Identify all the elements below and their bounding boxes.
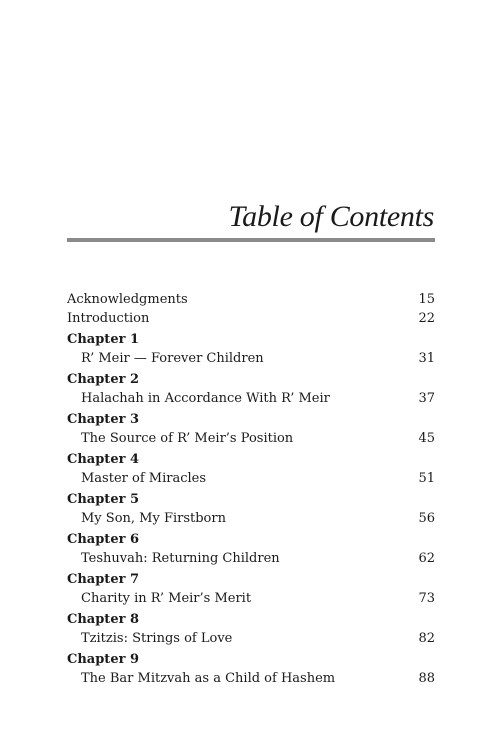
chapter-title: Charity in R’ Meir’s Merit [81, 591, 252, 606]
chapter-label: Chapter 2 [67, 372, 140, 387]
toc-entry-introduction[interactable] [67, 309, 435, 328]
toc-page-number: 15 [418, 292, 435, 307]
chapter-row [67, 629, 435, 648]
chapter-title: Teshuvah: Returning Children [81, 551, 280, 566]
chapter-row [67, 669, 435, 688]
chapter-5-entry[interactable] [67, 490, 435, 528]
chapter-title: R’ Meir — Forever Children [81, 351, 264, 366]
toc-page-number: 22 [418, 311, 435, 326]
chapter-label: Chapter 3 [67, 412, 140, 427]
chapter-row [67, 389, 435, 408]
chapter-title: The Source of R’ Meir’s Position [81, 431, 294, 446]
chapter-label: Chapter 5 [67, 492, 140, 507]
chapter-row [67, 469, 435, 488]
chapter-label: Chapter 9 [67, 652, 140, 667]
chapter-row [67, 429, 435, 448]
chapter-9-entry[interactable] [67, 650, 435, 688]
toc-page-number: 62 [418, 551, 435, 566]
toc-page-number: 37 [418, 391, 435, 406]
chapter-6-entry[interactable] [67, 530, 435, 568]
chapter-1-entry[interactable] [67, 330, 435, 368]
chapter-label: Chapter 8 [67, 612, 140, 627]
toc-page-number: 82 [418, 631, 435, 646]
chapter-row [67, 589, 435, 608]
chapter-3-entry[interactable] [67, 410, 435, 448]
page-title: Table of Contents [228, 200, 434, 233]
chapter-label: Chapter 4 [67, 452, 140, 467]
chapter-title: Halachah in Accordance With R’ Meir [81, 391, 330, 406]
chapter-title: The Bar Mitzvah as a Child of Hashem [81, 671, 336, 686]
toc-page-number: 31 [418, 351, 435, 366]
chapter-label: Chapter 7 [67, 572, 140, 587]
toc-page-number: 88 [418, 671, 435, 686]
toc-page-number: 56 [418, 511, 435, 526]
chapter-8-entry[interactable] [67, 610, 435, 648]
chapter-title: Master of Miracles [81, 471, 207, 486]
chapter-label: Chapter 1 [67, 332, 140, 347]
toc-entry-title: Acknowledgments [67, 292, 188, 307]
table-of-contents [67, 290, 435, 688]
chapter-title: My Son, My Firstborn [81, 511, 226, 526]
toc-page-number: 73 [418, 591, 435, 606]
toc-entry-acknowledgments[interactable] [67, 290, 435, 309]
chapter-title: Tzitzis: Strings of Love [81, 631, 233, 646]
toc-page-number: 45 [418, 431, 435, 446]
toc-page-number: 51 [418, 471, 435, 486]
chapter-row [67, 549, 435, 568]
chapter-row [67, 509, 435, 528]
title-rule [67, 238, 435, 242]
chapter-2-entry[interactable] [67, 370, 435, 408]
chapter-7-entry[interactable] [67, 570, 435, 608]
chapter-label: Chapter 6 [67, 532, 140, 547]
toc-entry-title: Introduction [67, 311, 150, 326]
chapter-row [67, 349, 435, 368]
chapter-4-entry[interactable] [67, 450, 435, 488]
